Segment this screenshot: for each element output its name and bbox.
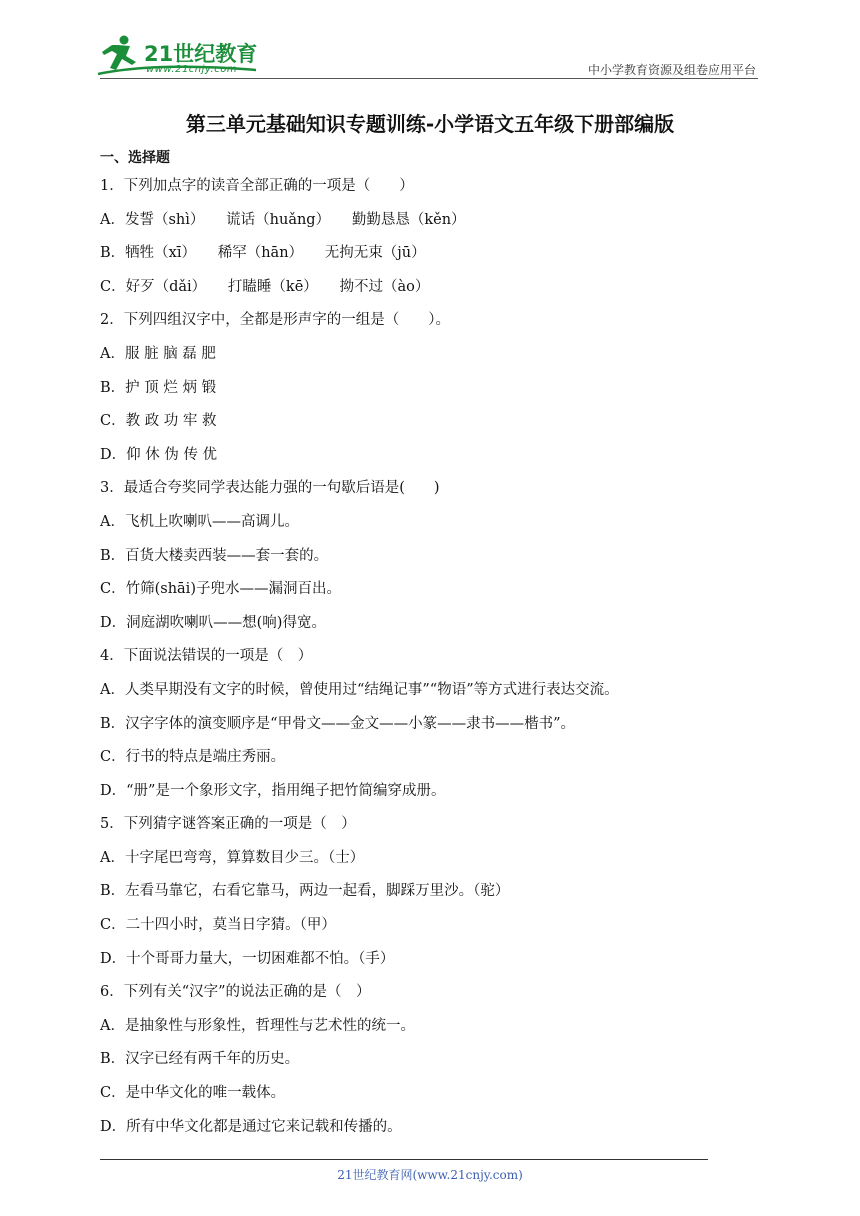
question-6-option-b: B．汉字已经有两千年的历史。 (100, 1051, 300, 1068)
question-3-option-c: C．竹筛(shāi)子兜水——漏洞百出。 (100, 581, 341, 598)
footer-link[interactable]: 21世纪教育网(www.21cnjy.com) (337, 1168, 523, 1182)
question-2-option-d: D．仰 休 伪 传 优 (100, 446, 218, 463)
question-2-stem: 2．下列四组汉字中，全都是形声字的一组是（ ）。 (100, 312, 450, 329)
question-6-option-c: C．是中华文化的唯一载体。 (100, 1085, 286, 1102)
question-5-option-b: B．左看马靠它，右看它靠马，两边一起看，脚踩万里沙。（驼） (100, 883, 510, 900)
question-4-option-d: D．“册”是一个象形文字，指用绳子把竹简编穿成册。 (100, 782, 446, 799)
question-6-option-a: A．是抽象性与形象性，哲理性与艺术性的统一。 (100, 1017, 415, 1034)
question-2-option-a: A．服 脏 脑 磊 肥 (100, 345, 216, 362)
footer-divider (100, 1159, 708, 1160)
question-1-option-b: B．牺牲（xī） 稀罕（hān） 无拘无束（jū） (100, 245, 426, 262)
question-6-stem: 6．下列有关“汉字”的说法正确的是（ ） (100, 984, 371, 1001)
header-divider (100, 78, 758, 79)
question-2-option-c: C．教 政 功 牢 救 (100, 413, 217, 430)
question-1-option-c: C．好歹（dǎi） 打瞌睡（kē） 拗不过（ào） (100, 278, 430, 295)
question-1-option-a: A．发誓（shì） 谎话（huǎng） 勤勤恳恳（kěn） (100, 211, 466, 228)
logo-text: 21世纪教育 (144, 42, 258, 66)
question-list (100, 173, 760, 1147)
platform-name: 中小学教育资源及组卷应用平台 (587, 63, 756, 77)
question-4-option-a: A．人类早期没有文字的时候，曾使用过“结绳记事”“物语”等方式进行表达交流。 (100, 681, 619, 698)
section-heading: 一、选择题 (100, 150, 170, 166)
question-4-option-c: C．行书的特点是端庄秀丽。 (100, 749, 286, 766)
question-3-stem: 3．最适合夸奖同学表达能力强的一句歇后语是( ) (100, 480, 440, 497)
question-2-option-b: B．护 顶 烂 炳 锻 (100, 379, 217, 396)
question-3-option-b: B．百货大楼卖西装——套一套的。 (100, 547, 329, 564)
question-5-option-d: D．十个哥哥力量大，一切困难都不怕。（手） (100, 950, 395, 967)
question-5-option-a: A．十字尾巴弯弯，算算数目少三。（士） (100, 849, 365, 866)
logo-url: www.21cnjy.com (146, 64, 238, 75)
page-title: 第三单元基础知识专题训练-小学语文五年级下册部编版 (185, 112, 675, 136)
question-1-stem: 1．下列加点字的读音全部正确的一项是（ ） (100, 178, 414, 194)
question-6-option-d: D．所有中华文化都是通过它来记载和传播的。 (100, 1118, 402, 1135)
question-4-option-b: B．汉字字体的演变顺序是“甲骨文——金文——小篆——隶书——楷书”。 (100, 715, 575, 732)
question-4-stem: 4．下面说法错误的一项是（ ） (100, 648, 313, 665)
question-5-stem: 5．下列猜字谜答案正确的一项是（ ） (100, 816, 356, 833)
question-5-option-c: C．二十四小时，莫当日字猜。（甲） (100, 917, 336, 934)
page-header (0, 0, 860, 80)
question-3-option-a: A．飞机上吹喇叭——高调儿。 (100, 513, 299, 530)
question-3-option-d: D．洞庭湖吹喇叭——想(响)得宽。 (100, 614, 326, 631)
